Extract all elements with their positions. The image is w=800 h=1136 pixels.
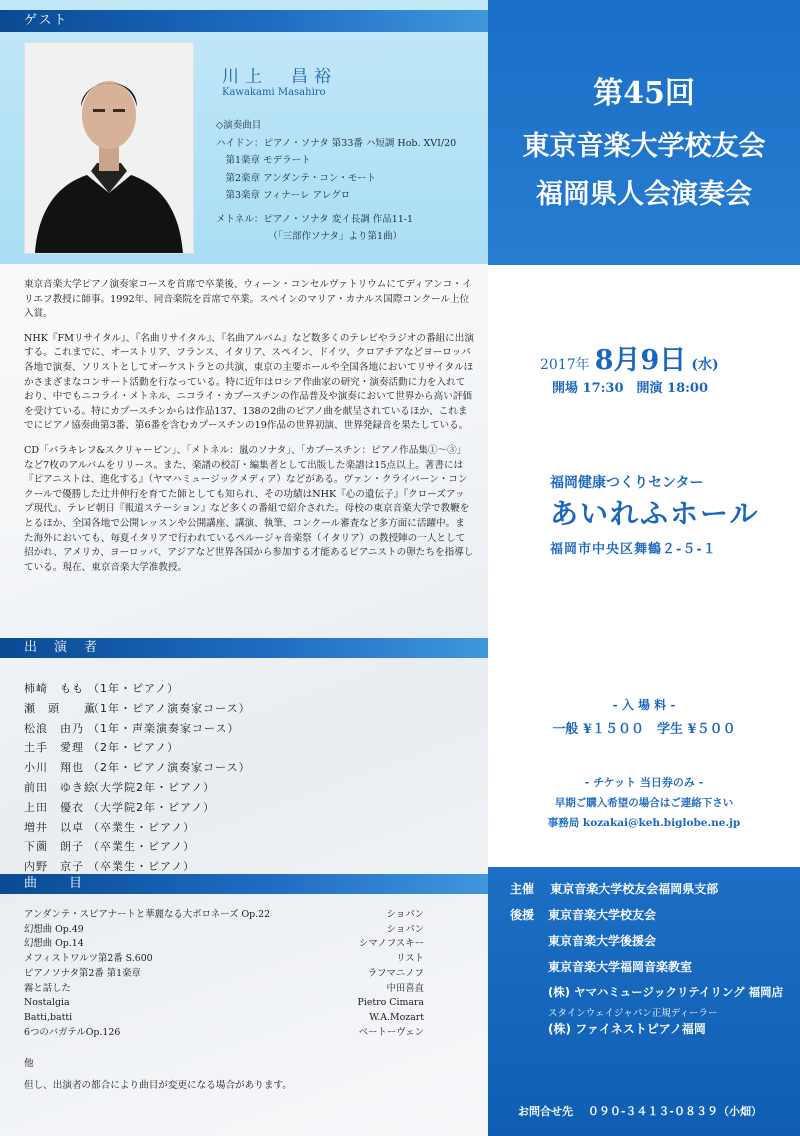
performer-name: 前田 ゆき絵 [24, 780, 96, 794]
program-etc: 他 [24, 1058, 34, 1069]
bio-paragraph: CD「バラキレフ&スクリャービン」、「メトネル：嵐のソナタ」、「カプースチン：ピアノ作品集①〜③」など7枚のアルバムをリリース。また、楽譜の校訂・編集者として出版した楽譜は15点以上。著書には『ピアニストは、進化する』（ヤマハミュージックメディア）などがある。ヴァン・クライバーン・コンクールで優勝した辻井伸行を育てた師としても知られ、その功績はNHK『心の遺伝子』『クローズアップ現代』、テレビ朝日『報道ステーション』など多くの番組で紹介された。母校の東京音楽大学で教鞭をとるほか、全国各地で公開レッスンや公開講座、講演、執筆、コンクール審査など多方面に活躍中。また海外においても、毎夏イタリアで行われているペルージャ音楽祭（イタリア）の教授陣の一人として招かれ、アメリカ、ヨーロッパ、アジアなど世界各国から参加する才能あるピアニストの卵たちを指導している。現在、東京音楽大学准教授。 [24, 444, 474, 573]
repertoire-line: 第2楽章 アンダンテ・コン・モート [216, 172, 377, 184]
piece-composer: ショパン [386, 909, 424, 920]
performer-detail: （2年・ピアノ） [88, 741, 180, 755]
event-title-line3: 福岡県人会演奏会 [536, 179, 752, 210]
list-item [24, 1011, 424, 1026]
guest-photo [24, 42, 194, 254]
admission-prices: 一般 ¥１５００ 学生 ¥５００ [552, 722, 736, 737]
host-line [510, 880, 718, 897]
list-item [24, 1026, 424, 1041]
supporter: (株) ヤマハミュージックリテイリング 福岡店 [548, 985, 784, 999]
performer-detail: （2年・ピアノ演奏家コース） [88, 761, 251, 775]
performer-detail: （卒業生・ピアノ） [88, 840, 196, 854]
contact-line [518, 1103, 762, 1119]
portrait-image [25, 43, 193, 253]
piece-composer: ショパン [386, 923, 424, 935]
ticket-label: - チケット 当日券のみ - [584, 776, 704, 789]
event-title-line2: 東京音楽大学校友会 [522, 131, 766, 162]
list-item [24, 967, 424, 982]
piece-title: 6つのバガテルOp.126 [24, 1026, 121, 1038]
piece-composer: シマノフスキー [359, 938, 424, 950]
performer-name: 増井 以卓 [24, 820, 84, 834]
supporter: 東京音楽大学後援会 [548, 934, 657, 948]
piece-title: Nostalgia [24, 997, 70, 1009]
list-item [24, 778, 251, 798]
performer-name: 松浪 由乃 [24, 721, 84, 735]
list-item [24, 798, 251, 818]
repertoire-line: 第1楽章 モデラート [216, 155, 311, 166]
office-email: 事務局 kozakai@keh.biglobe.ne.jp [547, 817, 741, 829]
piece-composer: ベートーヴェン [358, 1026, 424, 1038]
supporter: 東京音楽大学校友会 [548, 908, 657, 922]
piece-composer: ラフマニノフ [367, 967, 424, 979]
list-item [24, 699, 251, 719]
guest-section-bar: ゲスト [0, 10, 488, 32]
bio-paragraph: 東京音楽大学ピアノ演奏家コースを首席で卒業後、ウィーン・コンセルヴァトリウムにてディアンコ・イリエフ教授に師事。1992年、同音楽院を首席で卒業。スペインのマリア・カナルス国際コンクール上位入賞。 [24, 279, 472, 320]
piece-title: メフィストワルツ第2番 S.600 [24, 953, 153, 965]
piece-composer: リスト [396, 953, 424, 965]
list-item [24, 679, 251, 699]
date-year: 2017年 [540, 357, 590, 373]
list-item [24, 908, 424, 923]
event-date [540, 338, 719, 377]
contact-phone: ０９０-３４１３-０８３９（小畑） [587, 1105, 762, 1118]
list-item [24, 818, 251, 838]
program-note: 但し、出演者の都合により曲目が変更になる場合があります。 [24, 1080, 292, 1091]
piece-title: アンダンテ・スピアナートと華麗なる大ポロネーズ Op.22 [24, 909, 271, 920]
list-item [24, 719, 251, 739]
dealer-name: (株) ファイネストピアノ福岡 [548, 1022, 706, 1036]
date-weekday: (水) [691, 357, 719, 373]
list-item [24, 937, 424, 952]
performer-detail: （大学院2年・ピアノ） [88, 800, 216, 814]
performer-detail: （1年・ピアノ） [88, 682, 180, 695]
performer-name: 上田 優衣 [24, 800, 84, 814]
performer-name: 下薗 朗子 [24, 840, 84, 854]
list-item [24, 952, 424, 967]
performer-detail: （卒業生・ピアノ） [88, 820, 196, 834]
venue-name: あいれふホール [550, 497, 760, 530]
ticket-note: 早期ご購入希望の場合はご連絡下さい [554, 797, 734, 809]
contact-label: お問合せ先 [518, 1105, 573, 1118]
event-times: 開場 17:30 開演 18:00 [552, 381, 709, 396]
performers-section-bar: 出 演 者 [0, 638, 488, 658]
repertoire-line: 第3楽章 フィナーレ アレグロ [216, 190, 351, 201]
performer-detail: （大学院2年・ピアノ） [88, 780, 216, 794]
performer-name: 内野 京子 [24, 860, 84, 874]
list-item [24, 923, 424, 938]
host-name: 東京音楽大学校友会福岡県支部 [550, 882, 719, 896]
performer-detail: （1年・声楽演奏家コース） [88, 721, 240, 735]
repertoire-line: （「三部作ソナタ」より第1曲） [216, 231, 403, 242]
host-label: 主催 [510, 882, 535, 896]
date-main: 8月9日 [594, 345, 687, 376]
piece-title: 霧と話した [24, 982, 71, 994]
piece-composer: 中田喜直 [386, 982, 424, 994]
piece-composer: Pietro Cimara [357, 997, 424, 1009]
piece-composer: W.A.Mozart [369, 1011, 424, 1023]
supporter: 東京音楽大学福岡音楽教室 [548, 960, 693, 974]
repertoire-line: メトネル：ピアノ・ソナタ 変イ長調 作品11-1 [216, 213, 414, 225]
bio-paragraph: NHK『FMリサイタル』、『名曲リサイタル』、『名曲アルバム』など数多くのテレビやラジオの番組に出演する。これまでに、オーストリア、フランス、イタリア、スペイン、ドイツ、クロアチアなどヨーロッパ各地で演奏、ソリストとしてオーケストラとの共演、東京の主要ホールや全国各地においてリサイタルほかさまざまなコンサート活動を行なっている。特に近年はロシア作曲家の研究・演奏活動に力を入れており、中でもニコライ・メトネル、ニコライ・カプースチンの作品普及や演奏において世界から高い評価を受けている。特にカプースチンからは作品137、138の2曲のピアノ曲を献呈されているほか、これまでにピアノ協奏曲第3番、第6番を含むカプースチンの19作品の世界初演、世界発録音を果たしている。 [24, 332, 474, 432]
performer-name: 土手 愛理 [24, 741, 84, 755]
piece-title: ピアノソナタ第2番 第1楽章 [24, 967, 141, 979]
performer-name: 柿崎 もも [24, 682, 84, 695]
performer-name: 瀬 頭 薫 [24, 701, 96, 715]
admission-label: - 入 場 料 - [612, 698, 676, 712]
performer-name: 小川 翔也 [24, 761, 84, 775]
performers-list [24, 679, 251, 877]
list-item [24, 982, 424, 997]
venue-subtitle: 福岡健康つくりセンター [550, 475, 704, 491]
guest-name: 川上 昌裕 [222, 67, 337, 87]
repertoire-heading: ◇演奏曲目 [216, 120, 262, 131]
list-item [24, 837, 251, 857]
support-label: 後援 [510, 908, 535, 922]
piece-title: Batti,batti [24, 1011, 73, 1023]
dealer-note: スタインウェイジャパン正規ディーラー [548, 1008, 718, 1019]
list-item [24, 758, 251, 778]
piece-title: 幻想曲 Op.14 [24, 938, 84, 950]
venue-address: 福岡市中央区舞鶴２-５-１ [550, 542, 717, 557]
repertoire-line: ハイドン：ピアノ・ソナタ 第33番 ハ短調 Hob. XVI/20 [216, 137, 457, 149]
event-title-number: 第45回 [593, 76, 695, 111]
program-list [24, 908, 424, 1040]
guest-name-roman: Kawakami Masahiro [222, 87, 326, 98]
program-section-bar: 曲 目 [0, 874, 488, 894]
list-item [24, 738, 251, 758]
performer-detail: （卒業生・ピアノ） [88, 860, 196, 874]
guest-repertoire [216, 117, 456, 246]
performer-detail: （1年・ピアノ演奏家コース） [88, 701, 251, 715]
list-item [24, 996, 424, 1011]
guest-biography [24, 278, 474, 585]
piece-title: 幻想曲 Op.49 [24, 923, 84, 935]
